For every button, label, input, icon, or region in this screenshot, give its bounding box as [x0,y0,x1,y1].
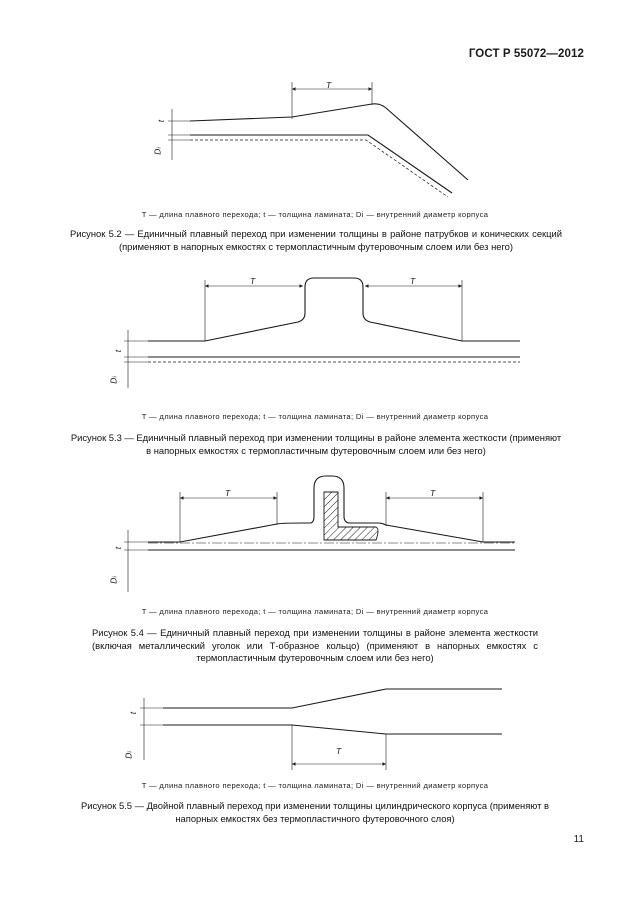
fig55-legend: T — длина плавного перехода; t — толщина ламината; Di — внутренний диаметр корпуса [141,781,489,790]
fig55-t-label: t [128,711,139,715]
fig52-T-label: T [326,80,332,90]
fig53-caption: Рисунок 5.3 — Единичный плавный переход при изменении толщины в районе элемента жесткости (применяют в напорных емкостях с термопластичным футеровочным слоем или без него) [70,432,562,456]
fig54-T-label-right: T [430,488,436,498]
fig53-legend: T — длина плавного перехода; t — толщина ламината; Di — внутренний диаметр корпуса [141,412,489,421]
fig52-D-label: Di [152,147,163,155]
fig53-t-label: t [113,349,124,353]
standard-number: ГОСТ Р 55072—2012 [468,48,584,60]
figure-5-5-drawing [0,680,630,770]
figure-5-4-drawing [0,470,630,600]
fig53-D-label: Di [108,376,119,384]
fig52-legend: T — длина плавного перехода; t — толщина ламината; Di — внутренний диаметр корпуса [141,210,489,219]
fig52-t-label: t [156,119,167,123]
fig55-D-label: Di [123,751,134,759]
fig54-t-label: t [113,546,124,550]
page-number: 11 [573,834,584,845]
fig53-T-label-right: T [410,276,416,286]
fig55-caption: Рисунок 5.5 — Двойной плавный переход при изменении толщины цилиндрического корпуса (применяют в напорных емкостях без термопластичного футеровочного слоя) [81,800,549,824]
fig53-T-label-left: T [250,276,256,286]
fig54-T-label-left: T [225,488,231,498]
fig55-T-label: T [336,746,342,756]
fig54-legend: T — длина плавного перехода; t — толщина ламината; Di — внутренний диаметр корпуса [141,607,489,616]
fig54-D-label: Di [108,576,119,584]
fig54-caption: Рисунок 5.4 — Единичный плавный переход при изменении толщины в районе элемента жесткости (включая металлический уголок или Т-образное кольцо) (применяют в напорных емкостях с термопластичным футеровочным слоем или без него) [92,627,538,664]
fig52-caption: Рисунок 5.2 — Единичный плавный переход при изменении толщины в районе патрубков и конических секций (применяют в напорных емкостях с термопластичным футеровочным слоем или без него) [70,228,562,252]
figure-5-2-drawing [0,0,630,200]
figure-5-3-drawing [0,270,630,390]
